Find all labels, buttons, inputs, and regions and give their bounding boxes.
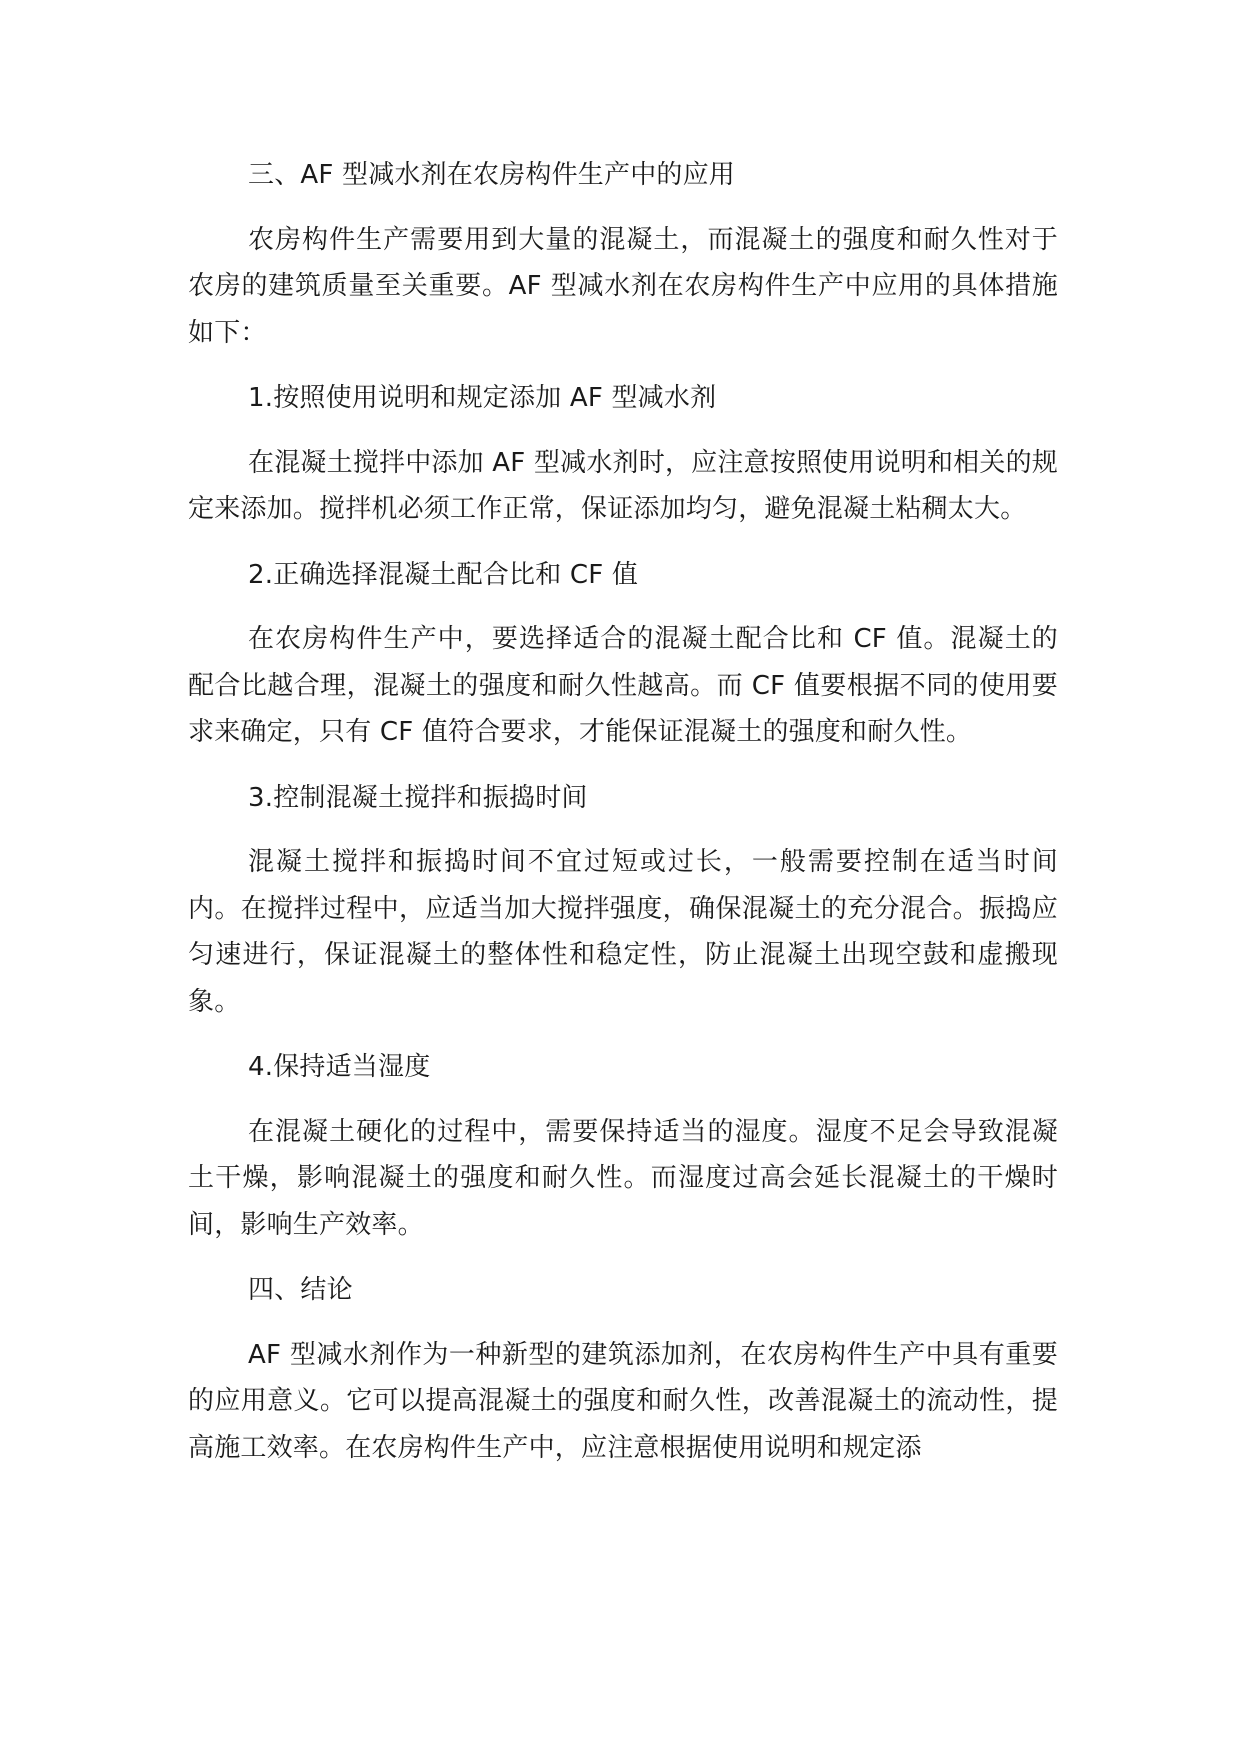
section-3-intro-paragraph: 农房构件生产需要用到大量的混凝土，而混凝土的强度和耐久性对于农房的建筑质量至关重要。AF 型减水剂在农房构件生产中应用的具体措施如下： (188, 224, 1058, 348)
item-body-1: 在混凝土搅拌中添加 AF 型减水剂时，应注意按照使用说明和相关的规定来添加。搅拌机必须工作正常，保证添加均匀，避免混凝土粘稠太大。 (188, 447, 1058, 524)
item-heading-2: 2.正确选择混凝土配合比和 CF 值 (248, 559, 639, 590)
conclusion-paragraph: AF 型减水剂作为一种新型的建筑添加剂，在农房构件生产中具有重要的应用意义。它可以提高混凝土的强度和耐久性，改善混凝土的流动性，提高施工效率。在农房构件生产中，应注意根据使用说明和规定添 (188, 1339, 1058, 1463)
item-body-2: 在农房构件生产中，要选择适合的混凝土配合比和 CF 值。混凝土的配合比越合理，混凝土的强度和耐久性越高。而 CF 值要根据不同的使用要求来确定，只有 CF 值符合要求，才能保证混凝土的强度和耐久性。 (188, 624, 1058, 747)
item-heading-4: 4.保持适当湿度 (248, 1052, 431, 1082)
section-heading-4: 四、结论 (248, 1275, 353, 1305)
item-body-4: 在混凝土硬化的过程中，需要保持适当的湿度。湿度不足会导致混凝土干燥，影响混凝土的强度和耐久性。而湿度过高会延长混凝土的干燥时间，影响生产效率。 (188, 1116, 1058, 1240)
item-heading-3: 3.控制混凝土搅拌和振捣时间 (248, 782, 588, 813)
item-body-3: 混凝土搅拌和振捣时间不宜过短或过长，一般需要控制在适当时间内。在搅拌过程中，应适当加大搅拌强度，确保混凝土的充分混合。振捣应匀速进行，保证混凝土的整体性和稳定性，防止混凝土出现空鼓和虚搬现象。 (188, 847, 1058, 1017)
document-body (188, 152, 1058, 1471)
section-heading-3: 三、AF 型减水剂在农房构件生产中的应用 (248, 160, 736, 190)
item-heading-1: 1.按照使用说明和规定添加 AF 型减水剂 (248, 383, 717, 413)
